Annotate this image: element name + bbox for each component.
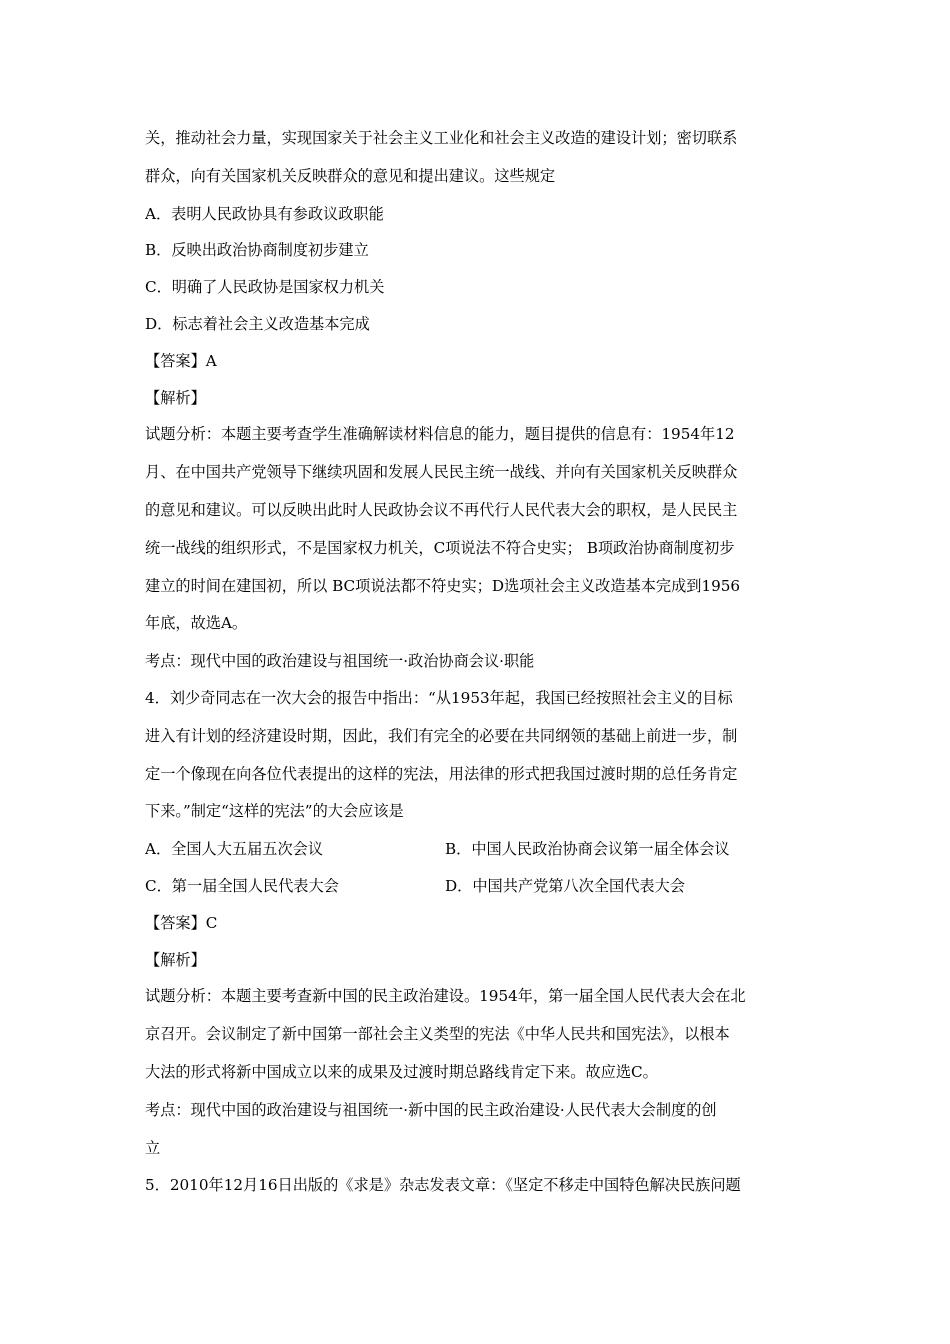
q4-analysis-line: 大法的形式将新中国成立以来的成果及过渡时期总路线肯定下来。故应选C。 (145, 1062, 658, 1081)
q4-option-c: C．第一届全国人民代表大会 (145, 876, 339, 895)
q3-point: 考点：现代中国的政治建设与祖国统一·政治协商会议·职能 (145, 652, 535, 671)
q5-stem-line: 5．2010年12月16日出版的《求是》杂志发表文章：《坚定不移走中国特色解决民族问题 (145, 1176, 741, 1195)
q3-analysis-line: 统一战线的组织形式，不是国家权力机关，C项说法不符合史实； B项政治协商制度初步 (145, 538, 735, 557)
q4-option-d: D．中国共产党第八次全国代表大会 (445, 876, 685, 895)
q3-tail-line: 关，推动社会力量，实现国家关于社会主义工业化和社会主义改造的建设计划；密切联系 (145, 129, 738, 147)
q4-stem-line: 下来。”制定“这样的宪法”的大会应该是 (145, 802, 404, 821)
q4-option-a: A．全国人大五届五次会议 (145, 840, 324, 859)
q3-analysis-label: 【解析】 (145, 388, 206, 407)
q3-option-b: B．反映出政治协商制度初步建立 (145, 241, 369, 260)
q4-point-line: 立 (145, 1138, 161, 1157)
q3-option-a: A．表明人民政协具有参政议政职能 (145, 204, 384, 223)
q3-analysis-line: 年底，故选A。 (145, 614, 248, 633)
q4-option-b: B．中国人民政治协商会议第一届全体会议 (445, 840, 730, 859)
q3-analysis-line: 建立的时间在建国初，所以 BC项说法都不符史实；D选项社会主义改造基本完成到1956 (145, 576, 741, 595)
q4-stem-line: 4．刘少奇同志在一次大会的报告中指出：“从1953年起，我国已经按照社会主义的目标 (145, 688, 733, 707)
q4-options-row-1 (145, 831, 815, 868)
q4-analysis-line: 试题分析：本题主要考查新中国的民主政治建设。1954年，第一届全国人民代表大会在北 (145, 987, 746, 1006)
q4-point-line: 考点：现代中国的政治建设与祖国统一·新中国的民主政治建设·人民代表大会制度的创 (145, 1100, 717, 1119)
document-page (145, 120, 815, 1205)
q3-tail-line: 群众，向有关国家机关反映群众的意见和提出建议。这些规定 (145, 166, 556, 185)
q4-stem-line: 定一个像现在向各位代表提出的这样的宪法，用法律的形式把我国过渡时期的总任务肯定 (145, 764, 738, 783)
q3-option-d: D．标志着社会主义改造基本完成 (145, 314, 370, 333)
q4-analysis-label: 【解析】 (145, 950, 206, 969)
q3-analysis-line: 试题分析：本题主要考查学生准确解读材料信息的能力，题目提供的信息有：1954年12 (145, 425, 735, 444)
q4-stem-line: 进入有计划的经济建设时期，因此，我们有完全的必要在共同纲领的基础上前进一步，制 (145, 726, 738, 745)
q3-answer: 【答案】A (145, 351, 217, 370)
q3-analysis-line: 月、在中国共产党领导下继续巩固和发展人民民主统一战线、并向有关国家机关反映群众 (145, 463, 738, 482)
q4-options-row-2 (145, 868, 815, 905)
q3-analysis-line: 的意见和建议。可以反映出此时人民政协会议不再代行人民代表大会的职权，是人民民主 (145, 500, 738, 519)
q4-answer: 【答案】C (145, 913, 218, 932)
q3-option-c: C．明确了人民政协是国家权力机关 (145, 278, 385, 297)
q4-analysis-line: 京召开。会议制定了新中国第一部社会主义类型的宪法《中华人民共和国宪法》，以根本 (145, 1025, 730, 1044)
